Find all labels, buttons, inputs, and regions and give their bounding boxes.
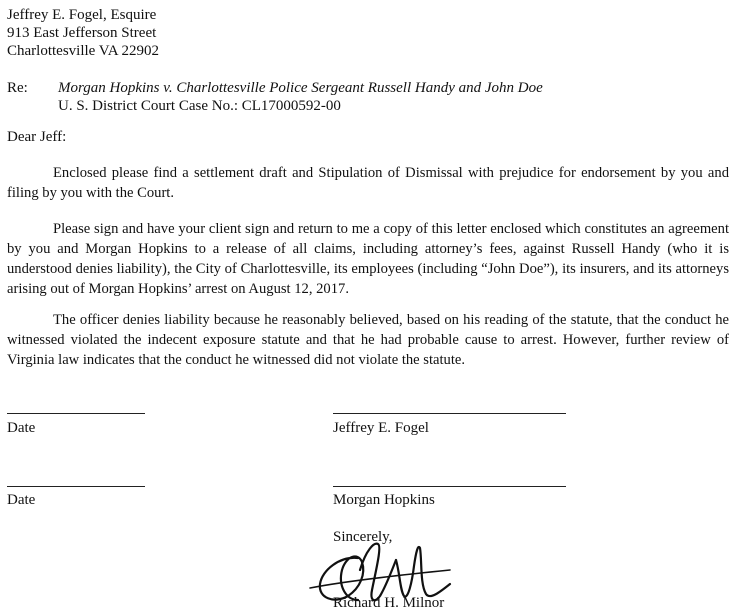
body-paragraph-3: The officer denies liability because he reasonably believed, based on his reading of the statute, that the conduct he witnessed violated the indecent exposure statute and that he had probable cause to arrest. However, further review of Virginia law indicates that the conduct he witnessed did not violate the statute. [7,312,729,368]
sender-city: Charlottesville VA 22902 [7,43,159,59]
date-label-1: Date [7,420,36,436]
signature-line-hopkins [333,486,566,487]
case-number: U. S. District Court Case No.: CL17000592-00 [58,98,341,114]
signer-name-hopkins: Morgan Hopkins [333,492,435,508]
date-signature-line-2 [7,486,145,487]
signer-name-fogel: Jeffrey E. Fogel [333,420,429,436]
date-label-2: Date [7,492,36,508]
re-label: Re: [7,80,28,96]
case-title: Morgan Hopkins v. Charlottesville Police Sergeant Russell Handy and John Doe [58,80,543,96]
body-paragraph-1: Enclosed please find a settlement draft and Stipulation of Dismissal with prejudice for endorsement by you and filing by you with the Court. [7,165,729,201]
signer-name-milnor: Richard H. Milnor [333,595,445,611]
closing: Sincerely, [333,529,393,545]
sender-name: Jeffrey E. Fogel, Esquire [7,7,157,23]
date-signature-line-1 [7,413,145,414]
salutation: Dear Jeff: [7,129,67,145]
body-paragraph-2: Please sign and have your client sign and return to me a copy of this letter enclosed which constitutes an agreement by you and Morgan Hopkins to a release of all claims, including attorney’s fees, against Russell Handy (who it is understood denies liability), the City of Charlottesville, its employees (including “John Doe”), its insurers, and its attorneys arising out of Morgan Hopkins’ arrest on August 12, 2017. [7,221,729,297]
signature-line-fogel [333,413,566,414]
sender-street: 913 East Jefferson Street [7,25,157,41]
